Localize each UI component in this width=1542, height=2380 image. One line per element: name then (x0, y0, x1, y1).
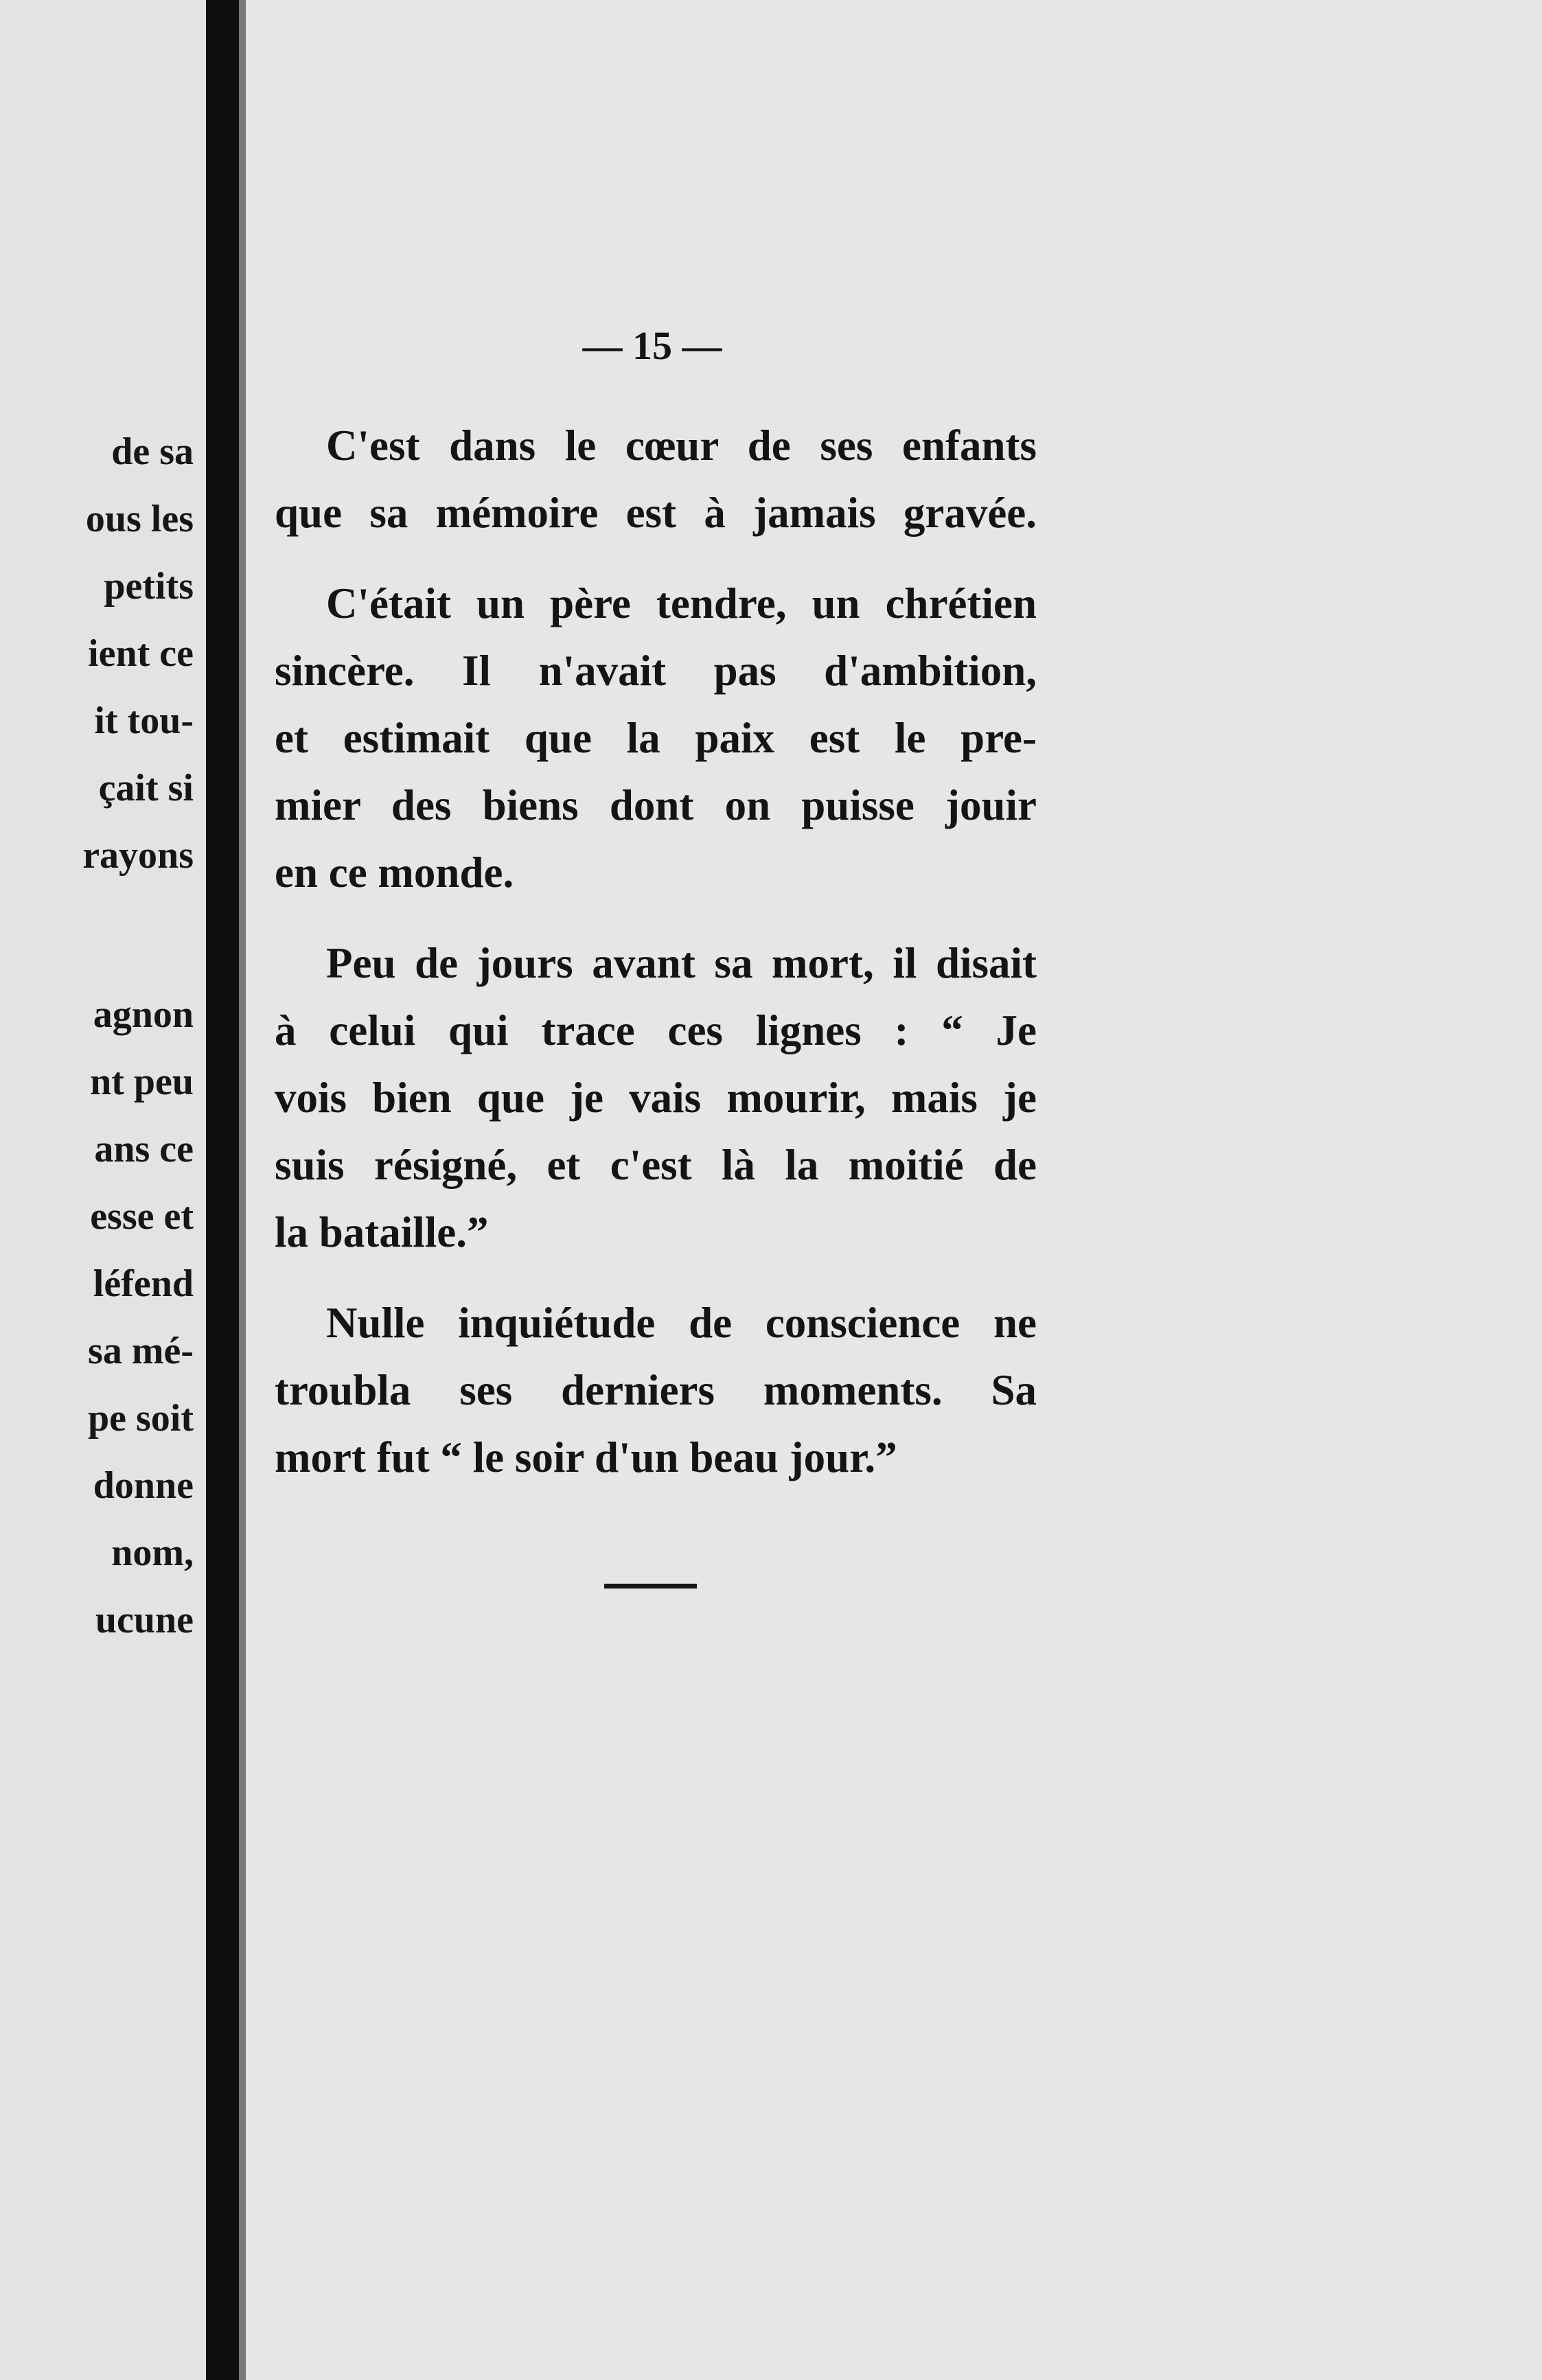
text-line: que sa mémoire est à jamais gravée. (275, 489, 1037, 537)
paragraph (275, 929, 1037, 1266)
end-rule (604, 1584, 697, 1588)
text-line: à celui qui trace ces lignes : “ Je (275, 1006, 1037, 1054)
left-line: léfend (93, 1262, 194, 1305)
left-line: donne (93, 1464, 194, 1507)
page-number: — 15 — (582, 323, 722, 368)
facing-page-fragment (0, 0, 206, 2380)
book-gutter (206, 0, 239, 2380)
text-line: troubla ses derniers moments. Sa (275, 1366, 1037, 1414)
text-line: mier des biens dont on puisse jouir (275, 781, 1037, 829)
paragraph (275, 412, 1037, 546)
text-line: en ce monde. (275, 848, 514, 897)
text-line: Nulle inquiétude de conscience ne (326, 1299, 1037, 1347)
left-line: agnon (93, 993, 194, 1036)
text-line: suis résigné, et c'est là la moitié de (275, 1141, 1037, 1189)
text-line: et estimait que la paix est le pre- (275, 714, 1037, 762)
left-line: petits (104, 565, 194, 608)
text-line: Peu de jours avant sa mort, il disait (326, 939, 1037, 987)
left-line: çait si (98, 767, 194, 809)
left-line: ient ce (88, 632, 194, 675)
gutter-edge (239, 0, 246, 2380)
text-line: vois bien que je vais mourir, mais je (275, 1074, 1037, 1122)
left-line: de sa (111, 430, 194, 473)
left-line: nom, (111, 1532, 194, 1574)
left-line: pe soit (88, 1397, 194, 1440)
left-line: it tou- (94, 700, 194, 742)
left-line: ucune (95, 1599, 194, 1641)
text-line: la bataille.” (275, 1208, 489, 1256)
text-line: mort fut “ le soir d'un beau jour.” (275, 1433, 897, 1481)
text-line: C'est dans le cœur de ses enfants (326, 421, 1037, 470)
left-line: ans ce (94, 1128, 194, 1170)
paragraph (275, 1289, 1037, 1491)
left-line: nt peu (90, 1061, 194, 1103)
left-line: sa mé- (88, 1330, 194, 1372)
left-line: ous les (85, 498, 194, 540)
text-line: sincère. Il n'avait pas d'ambition, (275, 647, 1037, 695)
left-line: rayons (82, 834, 194, 877)
page-body (275, 412, 1037, 1491)
left-line: esse et (90, 1195, 194, 1238)
text-line: C'était un père tendre, un chrétien (326, 579, 1037, 627)
paragraph (275, 570, 1037, 906)
